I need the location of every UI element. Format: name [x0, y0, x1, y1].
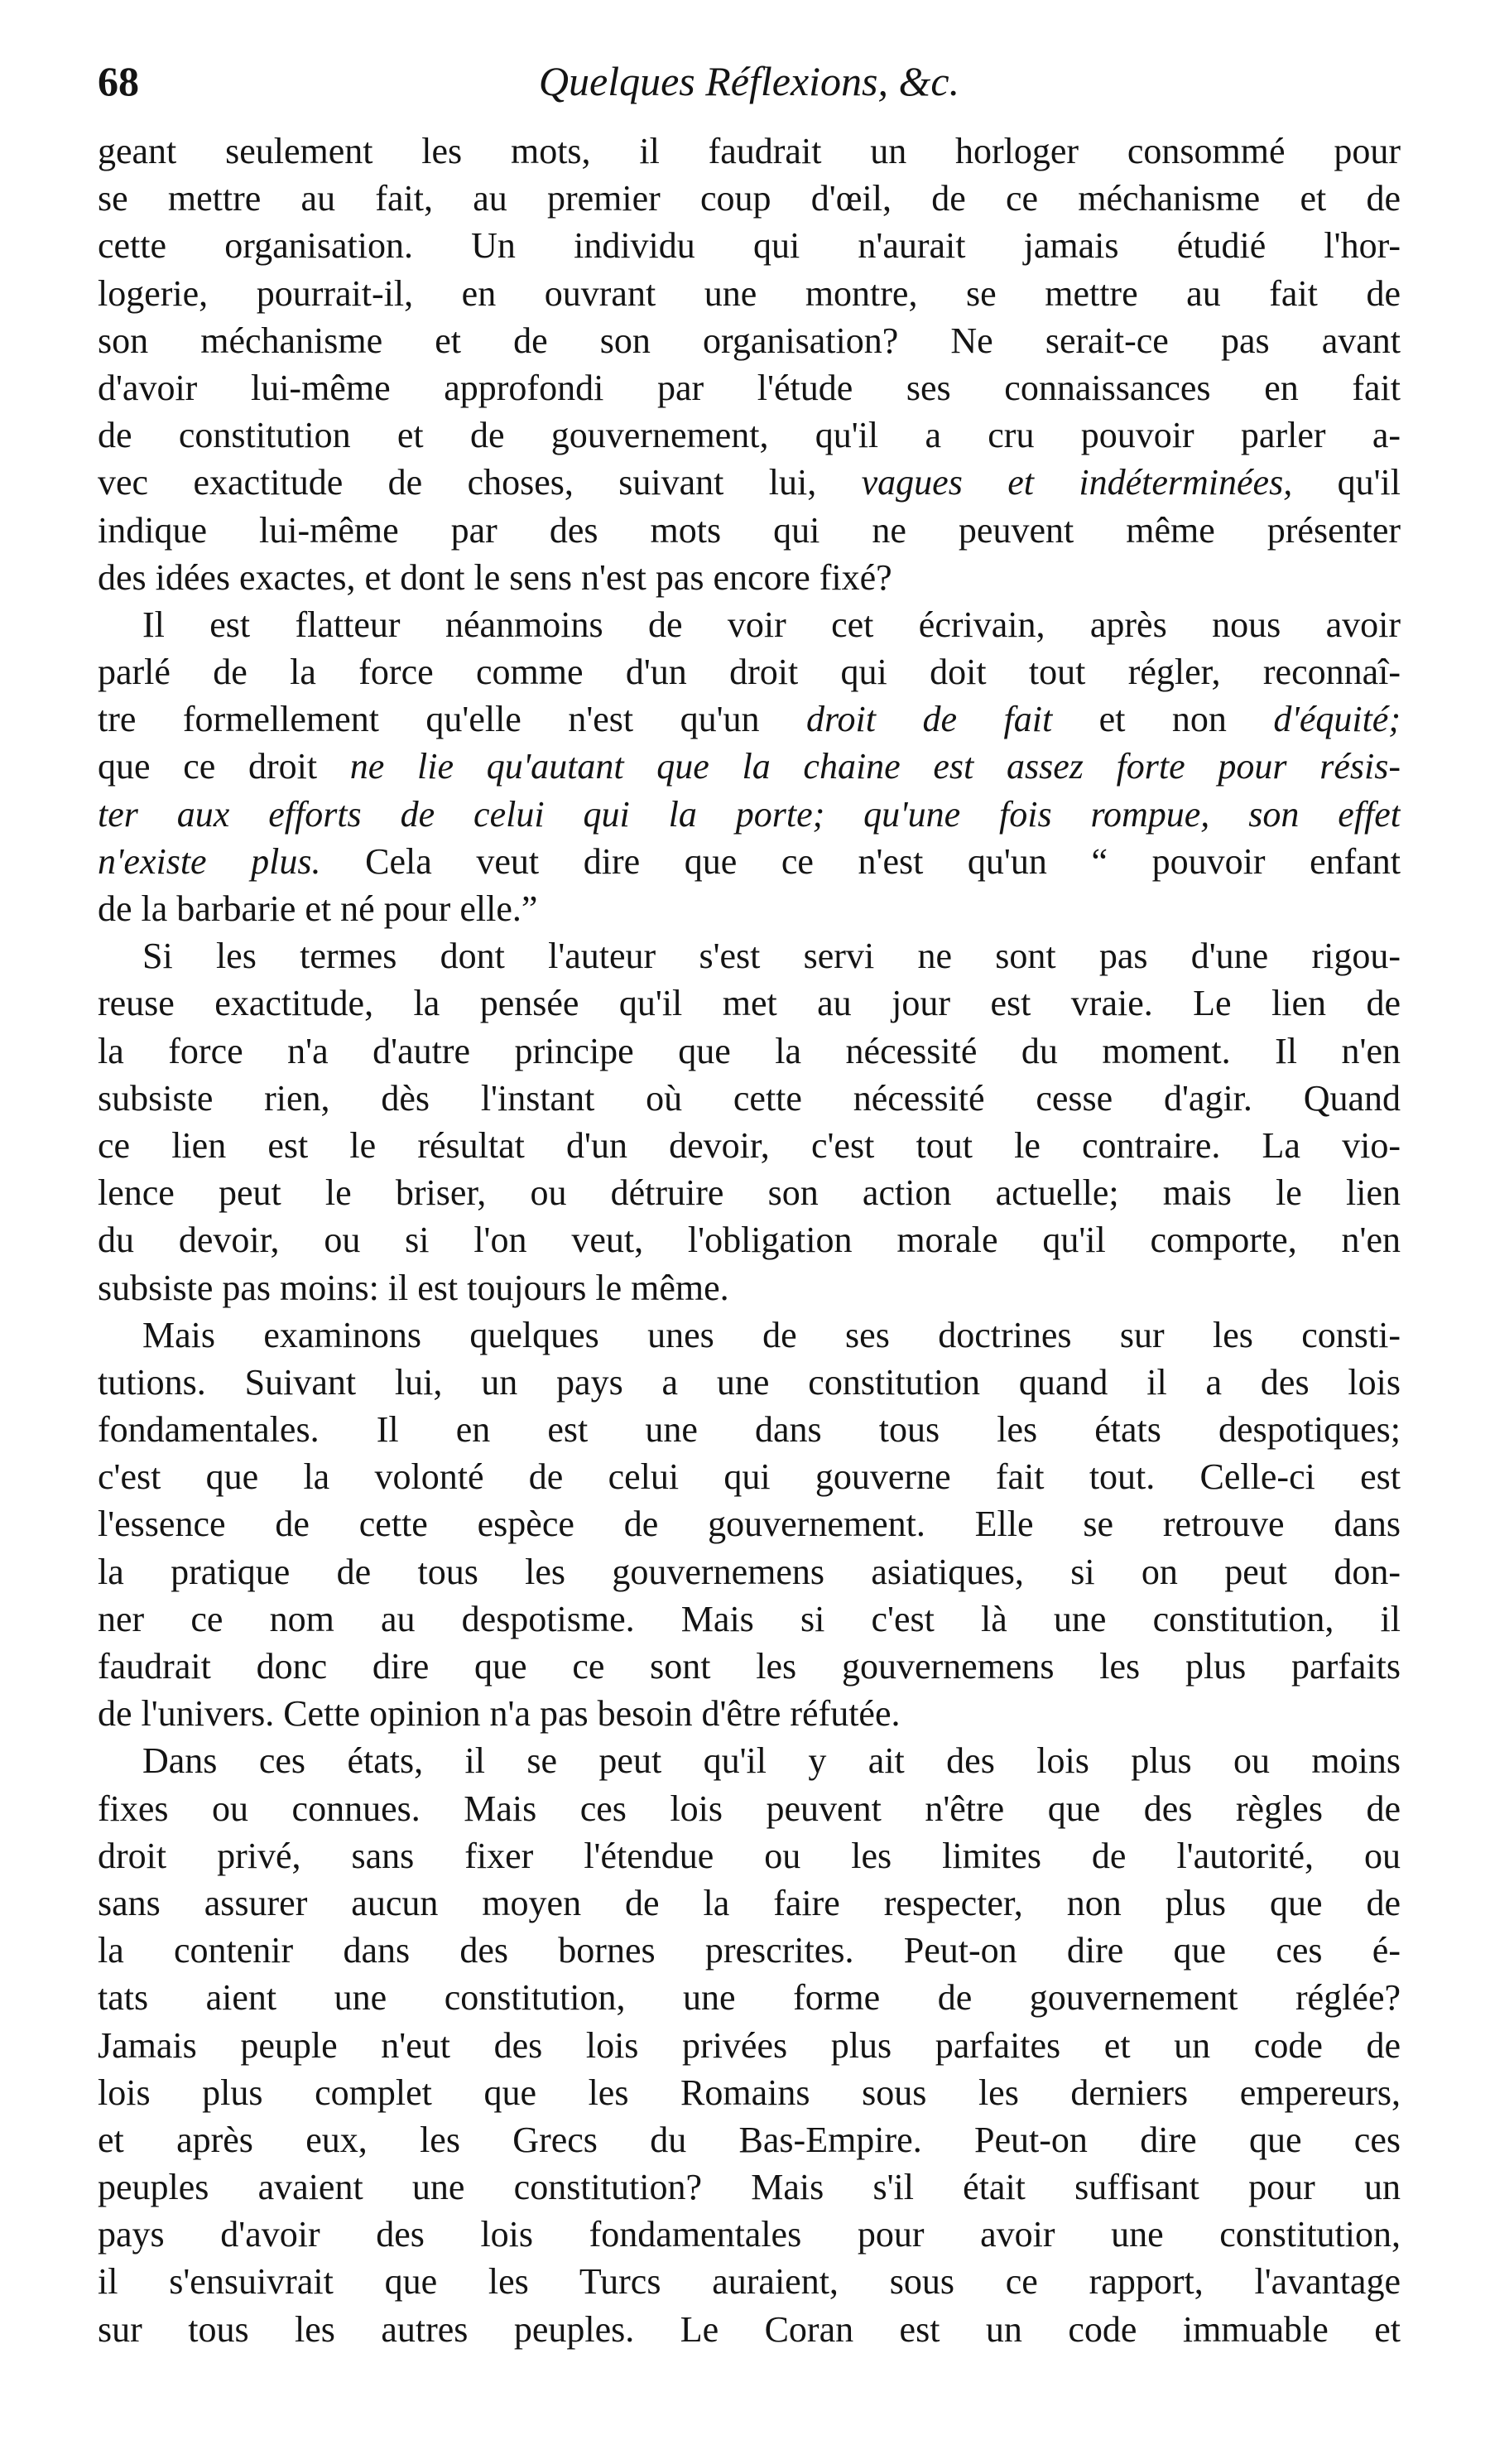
text-line	[98, 317, 1401, 364]
text-segment: subsiste pas moins: il est toujours le même.	[98, 1267, 729, 1308]
text-line	[98, 554, 1401, 601]
text-segment: indique lui-même par des mots qui ne peuvent même présenter	[98, 509, 1401, 551]
text-line	[98, 2163, 1401, 2211]
text-line	[98, 1595, 1401, 1643]
text-line	[98, 1643, 1401, 1690]
text-line	[98, 270, 1401, 317]
italic-phrase: vagues et indéterminées,	[861, 462, 1293, 503]
text-segment: de l'univers. Cette opinion n'a pas besoin d'être réfutée.	[98, 1693, 901, 1735]
text-segment: parlé de la force comme d'un droit qui doit tout régler, reconnaî-	[98, 652, 1401, 693]
text-segment: lois plus complet que les Romains sous les derniers empereurs,	[98, 2072, 1401, 2113]
text-line	[98, 1359, 1401, 1406]
text-line	[98, 222, 1401, 269]
text-segment: la force n'a d'autre principe que la nécessité du moment. Il n'en	[98, 1030, 1401, 1071]
text-line	[98, 2258, 1401, 2305]
text-line	[98, 1974, 1401, 2021]
text-line	[98, 1785, 1401, 1832]
text-line	[98, 1027, 1401, 1075]
italic-phrase: ne lie qu'autant que la chaine est assez forte pour résis-	[349, 746, 1401, 787]
text-line	[98, 2069, 1401, 2116]
text-line	[98, 2022, 1401, 2069]
text-segment: fondamentales. Il en est une dans tous les états despotiques;	[98, 1409, 1401, 1451]
text-segment: lence peut le briser, ou détruire son action actuelle; mais le lien	[98, 1172, 1401, 1214]
text-line	[98, 885, 1401, 932]
text-line	[98, 1406, 1401, 1453]
text-line	[98, 411, 1401, 459]
running-head	[98, 48, 1401, 128]
text-line	[98, 1216, 1401, 1263]
text-segment: ner ce nom au despotisme. Mais si c'est là une constitution, il	[98, 1598, 1401, 1639]
text-line	[98, 1500, 1401, 1547]
text-segment: peuples avaient une constitution? Mais s'il était suffisant pour un	[98, 2167, 1401, 2208]
text-segment: Si les termes dont l'auteur s'est servi ne sont pas d'une rigou-	[142, 936, 1401, 977]
text-line	[98, 1169, 1401, 1216]
text-segment: la pratique de tous les gouvernemens asiatiques, si on peut don-	[98, 1551, 1401, 1592]
text-line	[98, 1264, 1401, 1311]
page-number: 68	[98, 58, 139, 104]
text-segment: ce lien est le résultat d'un devoir, c'est tout le contraire. La vio-	[98, 1124, 1401, 1166]
text-segment: faudrait donc dire que ce sont les gouvernemens les plus parfaits	[98, 1646, 1401, 1687]
text-line	[98, 459, 1401, 506]
italic-phrase: d'équité;	[1273, 699, 1401, 740]
text-segment: la contenir dans des bornes prescrites. Peut-on dire que ces é-	[98, 1930, 1401, 1971]
text-segment: Mais examinons quelques unes de ses doctrines sur les consti-	[142, 1314, 1401, 1355]
running-title: Quelques Réflexions, &c.	[538, 58, 960, 104]
text-segment: sur tous les autres peuples. Le Coran est un code immuable et	[98, 2308, 1401, 2350]
text-segment: de la barbarie et né pour elle.”	[98, 888, 538, 929]
text-line	[98, 364, 1401, 411]
text-segment: reuse exactitude, la pensée qu'il met au jour est vraie. Le lien de	[98, 983, 1401, 1024]
text-segment: et non	[1052, 699, 1274, 740]
text-segment: geant seulement les mots, il faudrait un horloger consommé pour	[98, 131, 1401, 171]
text-line	[98, 1832, 1401, 1879]
text-line	[98, 1311, 1401, 1359]
italic-phrase: n'existe plus.	[98, 840, 321, 882]
text-segment: d'avoir lui-même approfondi par l'étude ses connaissances en fait	[98, 367, 1401, 408]
text-segment: subsiste rien, dès l'instant où cette nécessité cesse d'agir. Quand	[98, 1077, 1401, 1119]
text-segment: fixes ou connues. Mais ces lois peuvent n'être que des règles de	[98, 1788, 1401, 1829]
book-page	[98, 48, 1401, 2416]
text-line	[98, 2306, 1401, 2353]
text-segment: Cela veut dire que ce n'est qu'un “ pouvoir enfant	[320, 840, 1401, 882]
text-line	[98, 128, 1401, 175]
text-line	[98, 1453, 1401, 1500]
text-segment: du devoir, ou si l'on veut, l'obligation morale qu'il comporte, n'en	[98, 1220, 1401, 1261]
text-segment: tutions. Suivant lui, un pays a une constitution quand il a des lois	[98, 1361, 1401, 1403]
text-segment: Jamais peuple n'eut des lois privées plus parfaites et un code de	[98, 2024, 1401, 2066]
text-line	[98, 648, 1401, 695]
text-segment: l'essence de cette espèce de gouvernement. Elle se retrouve dans	[98, 1504, 1401, 1545]
text-segment: tats aient une constitution, une forme de gouvernement réglée?	[98, 1977, 1401, 2019]
text-segment: Il est flatteur néanmoins de voir cet écrivain, après nous avoir	[142, 604, 1401, 645]
text-segment: tre formellement qu'elle n'est qu'un	[98, 699, 807, 740]
text-line	[98, 1927, 1401, 1974]
text-segment: il s'ensuivrait que les Turcs auraient, sous ce rapport, l'avantage	[98, 2261, 1401, 2303]
text-line	[98, 2211, 1401, 2258]
text-line	[98, 601, 1401, 648]
text-segment: qu'il	[1292, 462, 1401, 503]
text-line	[98, 932, 1401, 979]
text-segment: cette organisation. Un individu qui n'aurait jamais étudié l'hor-	[98, 225, 1401, 267]
text-segment: sans assurer aucun moyen de la faire respecter, non plus que de	[98, 1882, 1401, 1923]
italic-phrase: ter aux efforts de celui qui la porte; qu'une fois rompue, son effet	[98, 793, 1401, 835]
text-line	[98, 175, 1401, 222]
text-segment: son méchanisme et de son organisation? Ne serait-ce pas avant	[98, 320, 1401, 361]
text-line	[98, 743, 1401, 790]
text-segment: droit privé, sans fixer l'étendue ou les limites de l'autorité, ou	[98, 1835, 1401, 1876]
text-line	[98, 507, 1401, 554]
text-segment: que ce droit	[98, 746, 350, 787]
text-line	[98, 979, 1401, 1027]
text-segment: logerie, pourrait-il, en ouvrant une montre, se mettre au fait de	[98, 272, 1401, 314]
text-segment: de constitution et de gouvernement, qu'il a cru pouvoir parler a-	[98, 415, 1401, 456]
text-line	[98, 1075, 1401, 1122]
text-line	[98, 791, 1401, 838]
text-line	[98, 695, 1401, 743]
italic-phrase: droit de fait	[806, 699, 1053, 740]
text-line	[98, 838, 1401, 885]
text-line	[98, 1879, 1401, 1927]
text-segment: se mettre au fait, au premier coup d'œil, de ce méchanisme et de	[98, 178, 1401, 219]
text-line	[98, 2116, 1401, 2163]
text-segment: Dans ces états, il se peut qu'il y ait des lois plus ou moins	[142, 1740, 1401, 1782]
text-segment: vec exactitude de choses, suivant lui,	[98, 462, 862, 503]
text-segment: des idées exactes, et dont le sens n'est pas encore fixé?	[98, 556, 892, 598]
text-line	[98, 1122, 1401, 1169]
text-segment: pays d'avoir des lois fondamentales pour avoir une constitution,	[98, 2214, 1401, 2255]
text-line	[98, 1737, 1401, 1784]
text-segment: c'est que la volonté de celui qui gouverne fait tout. Celle-ci est	[98, 1456, 1401, 1498]
body-text	[98, 128, 1401, 2353]
text-segment: et après eux, les Grecs du Bas-Empire. Peut-on dire que ces	[98, 2119, 1401, 2160]
text-line	[98, 1548, 1401, 1595]
text-line	[98, 1690, 1401, 1737]
